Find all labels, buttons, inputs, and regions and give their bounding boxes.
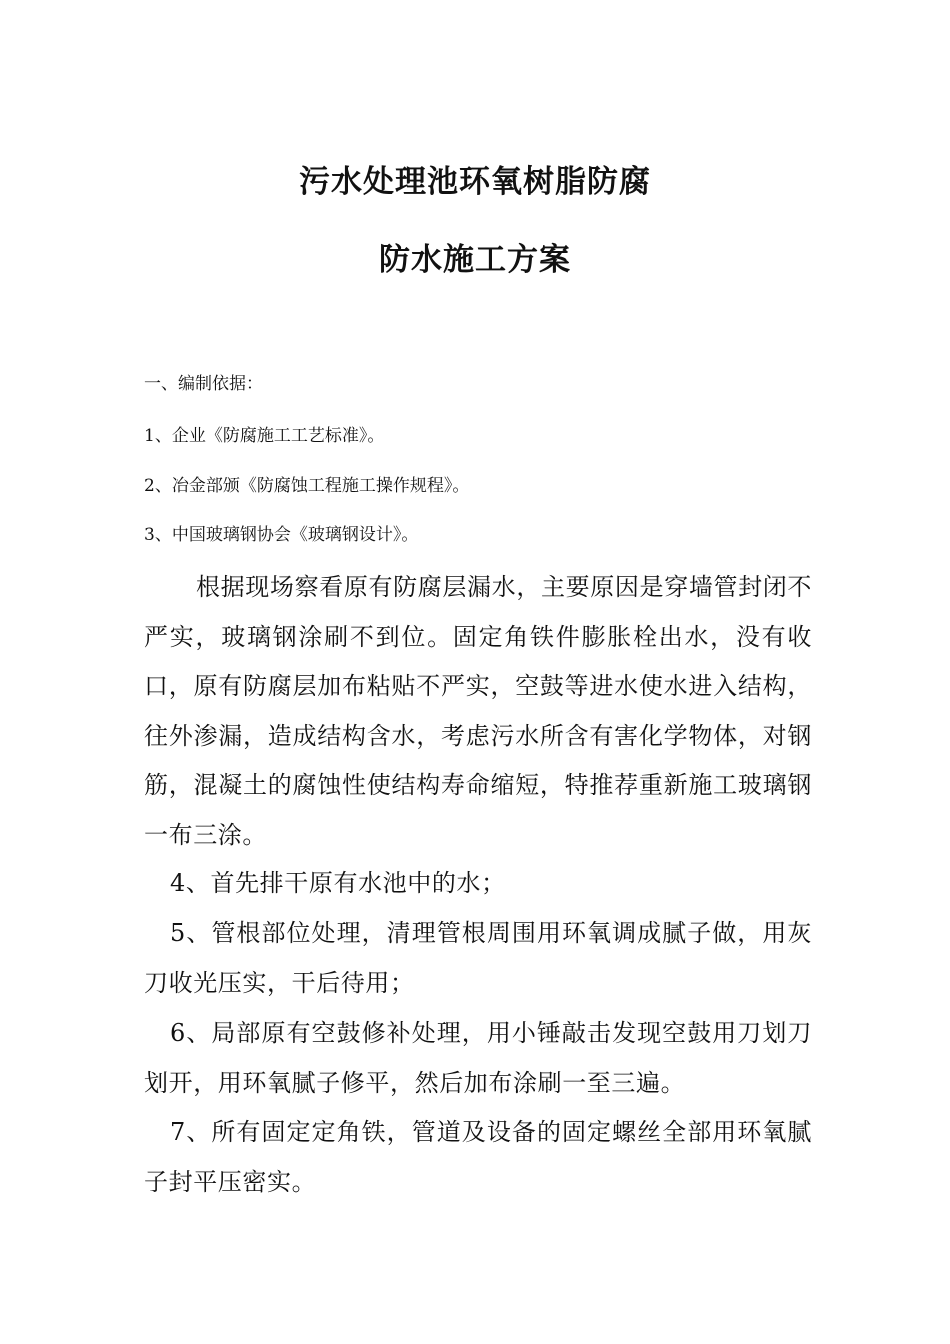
step-item: 6、局部原有空鼓修补处理，用小锤敲击发现空鼓用刀划刀划开，用环氧腻子修平，然后加布涂刷一至三遍。: [144, 1019, 812, 1097]
step-item: 5、管根部位处理，清理管根周围用环氧调成腻子做，用灰刀收光压实，干后待用；: [144, 919, 812, 997]
section-heading: 一、编制依据：: [144, 374, 263, 394]
document-title-line-1: 污水处理池环氧树脂防腐: [299, 164, 651, 200]
main-paragraph: 根据现场察看原有防腐层漏水，主要原因是穿墙管封闭不严实，玻璃钢涂刷不到位。固定角铁件膨胀栓出水，没有收口，原有防腐层加布粘贴不严实，空鼓等进水使水进入结构，往外渗漏，造成结构含水，考虑污水所含有害化学物体，对钢筋，混凝土的腐蚀性使结构寿命缩短，特推荐重新施工玻璃钢一布三涂。: [144, 573, 812, 849]
reference-item: 3、中国玻璃钢协会《玻璃钢设计》。: [144, 525, 419, 545]
reference-item: 1、企业《防腐施工工艺标准》。: [144, 426, 385, 446]
document-title-line-2: 防水施工方案: [379, 242, 571, 278]
step-item: 7、所有固定定角铁，管道及设备的固定螺丝全部用环氧腻子封平压密实。: [144, 1118, 812, 1196]
reference-item: 2、冶金部颁《防腐蚀工程施工操作规程》。: [144, 476, 470, 496]
step-item: 4、首先排干原有水池中的水；: [170, 869, 506, 897]
